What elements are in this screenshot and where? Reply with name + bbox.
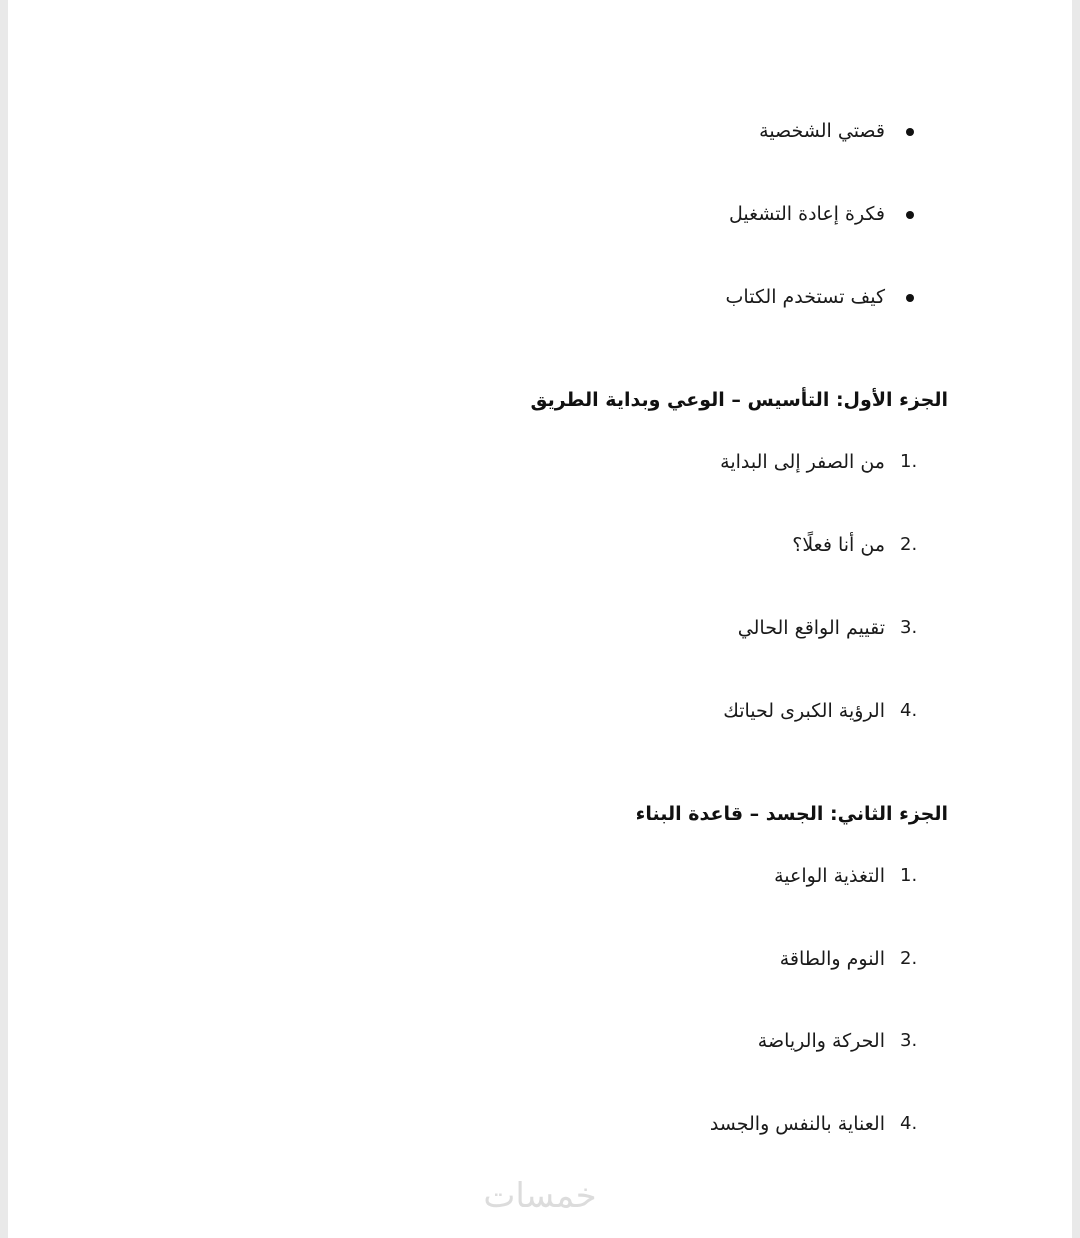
list-item: فكرة إعادة التشغيل — [729, 203, 885, 225]
bullet-icon — [906, 294, 914, 302]
bullet-icon — [906, 128, 914, 136]
list-number: 3. — [900, 617, 918, 638]
list-number: 2. — [900, 534, 918, 555]
list-number: 4. — [900, 700, 918, 721]
list-item: النوم والطاقة — [779, 948, 885, 970]
list-item: من أنا فعلًا؟ — [792, 534, 885, 556]
list-number: 2. — [900, 948, 918, 969]
list-number: 3. — [900, 1030, 918, 1051]
list-item: العناية بالنفس والجسد — [709, 1113, 885, 1135]
list-item: الحركة والرياضة — [757, 1030, 885, 1052]
list-item: التغذية الواعية — [774, 865, 885, 887]
list-item: الرؤية الكبرى لحياتك — [723, 700, 885, 722]
list-item: كيف تستخدم الكتاب — [725, 286, 885, 308]
list-item: قصتي الشخصية — [759, 120, 885, 142]
list-number: 1. — [900, 865, 918, 886]
bullet-icon — [906, 211, 914, 219]
list-item: من الصفر إلى البداية — [720, 451, 885, 473]
list-number: 1. — [900, 451, 918, 472]
part-one-heading: الجزء الأول: التأسيس – الوعي وبداية الطريق — [530, 389, 948, 411]
part-two-heading: الجزء الثاني: الجسد – قاعدة البناء — [635, 803, 948, 825]
list-number: 4. — [900, 1113, 918, 1134]
watermark-logo: خمسات — [483, 1176, 597, 1216]
list-item: تقييم الواقع الحالي — [737, 617, 885, 639]
